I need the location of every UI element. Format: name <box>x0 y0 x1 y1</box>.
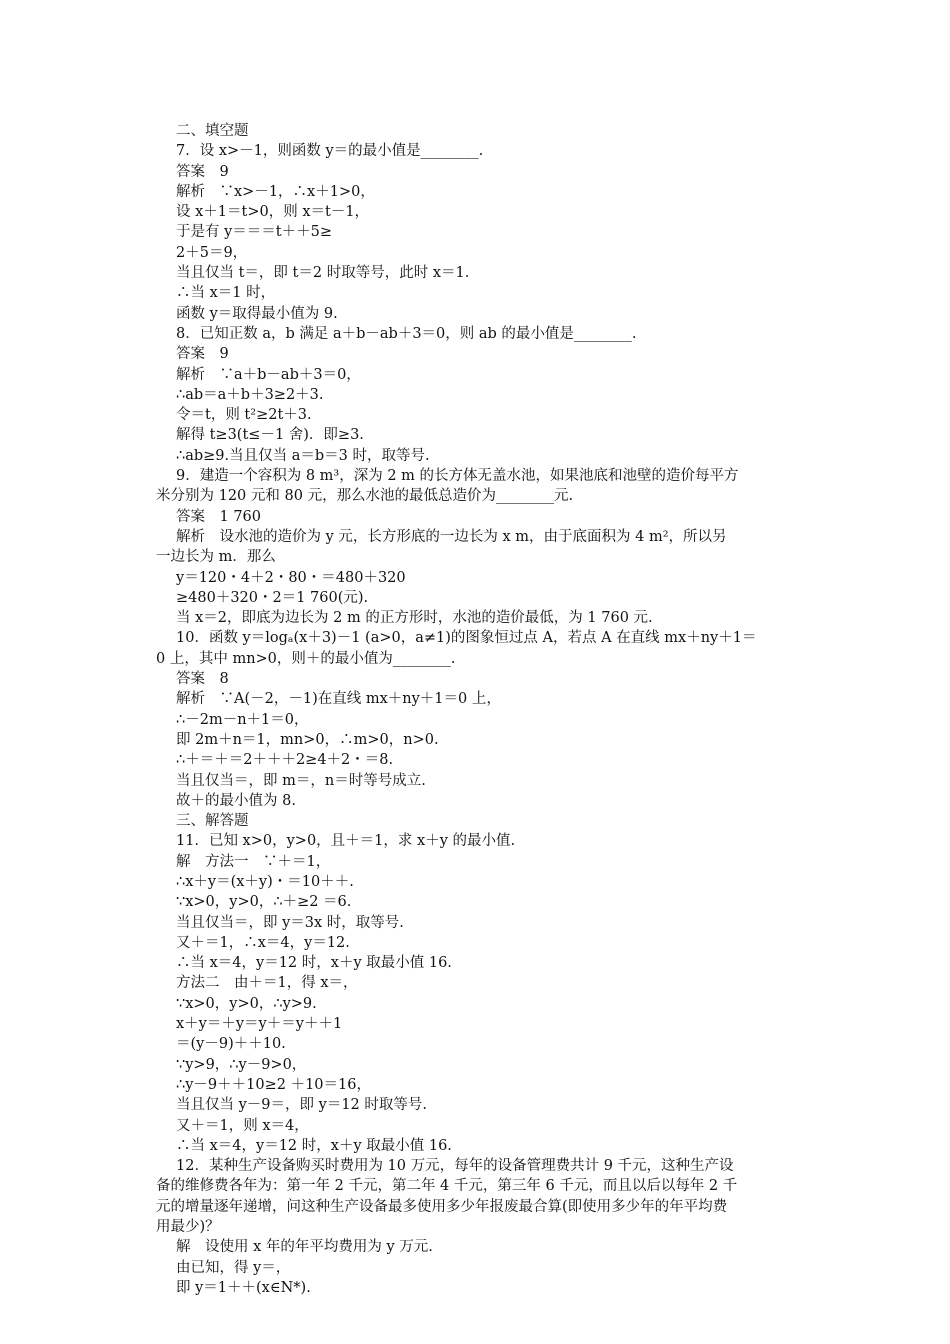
text-line: 函数 y＝取得最小值为 9. <box>176 305 338 322</box>
text-line: 二、填空题 <box>176 123 249 139</box>
text-line: 解析 ∵x>－1，∴x＋1>0， <box>176 183 375 200</box>
text-line: 当且仅当＝，即 y＝3x 时，取等号. <box>176 914 404 931</box>
text-line: 一边长为 m．那么 <box>156 549 276 566</box>
text-line: 8．已知正数 a，b 满足 a＋b－ab＋3＝0，则 ab 的最小值是________. <box>176 325 637 342</box>
text-line: ∴＋＝＋＝2＋＋＋2≥4＋2・＝8. <box>176 752 394 769</box>
text-line: ∵x>0，y>0，∴y>9. <box>176 995 317 1012</box>
text-line: 解析 ∵a＋b－ab＋3＝0， <box>176 366 361 383</box>
text-line: 于是有 y＝＝＝t＋＋5≥ <box>176 224 333 241</box>
text-line: 由已知，得 y＝， <box>176 1259 291 1276</box>
text-line: 解得 t≥3(t≤－1 舍)．即≥3. <box>176 427 364 444</box>
text-line: 设 x＋1＝t>0，则 x＝t－1， <box>176 204 370 221</box>
text-line: ∴当 x＝4，y＝12 时，x＋y 取最小值 16. <box>176 955 452 972</box>
document-body <box>156 121 806 1298</box>
text-line: y＝120・4＋2・80・＝480＋320 <box>176 569 406 586</box>
text-line: 米分别为 120 元和 80 元，那么水池的最低总造价为________元. <box>156 488 574 505</box>
text-line: 用最少)？ <box>156 1219 220 1236</box>
text-line: 当且仅当 y－9＝，即 y＝12 时取等号. <box>176 1097 427 1114</box>
text-line: ∴当 x＝4，y＝12 时，x＋y 取最小值 16. <box>176 1137 452 1154</box>
text-line: 答案 9 <box>176 346 229 363</box>
text-line: 7．设 x>－1，则函数 y＝的最小值是________. <box>176 143 484 160</box>
text-line: 又＋＝1，∴x＝4，y＝12. <box>176 934 350 951</box>
text-line: 当且仅当＝，即 m＝，n＝时等号成立. <box>176 772 426 789</box>
text-line: 即 2m＋n＝1，mn>0，∴m>0，n>0. <box>176 731 439 748</box>
text-line: 令＝t，则 t²≥2t＋3. <box>176 407 312 424</box>
text-line: 解 方法一 ∵＋＝1， <box>176 853 331 870</box>
text-line: ∴－2m－n＋1＝0， <box>176 711 309 728</box>
text-line: 9．建造一个容积为 8 m³，深为 2 m 的长方体无盖水池，如果池底和池壁的造价每平方 <box>176 468 739 485</box>
text-line: 答案 1 760 <box>176 508 262 525</box>
text-line: 0 上，其中 mn>0，则＋的最小值为________. <box>156 650 456 667</box>
text-line: ＝(y－9)＋＋10. <box>176 1036 286 1053</box>
text-line: 答案 8 <box>176 671 229 688</box>
text-line: 即 y＝1＋＋(x∈N*). <box>176 1279 311 1296</box>
text-line: 备的维修费各年为：第一年 2 千元，第二年 4 千元，第三年 6 千元，而且以后以每年 2 千 <box>156 1178 738 1195</box>
text-line: ∴ab≥9.当且仅当 a＝b＝3 时，取等号. <box>176 447 430 464</box>
text-line: ∴当 x＝1 时， <box>176 285 276 302</box>
text-line: 方法二 由＋＝1，得 x＝， <box>176 975 358 992</box>
text-line: x＋y＝＋y＝y＋＝y＋＋1 <box>176 1016 343 1033</box>
text-line: 12．某种生产设备购买时费用为 10 万元，每年的设备管理费共计 9 千元，这种生产设 <box>176 1158 734 1175</box>
text-line: 11．已知 x>0，y>0，且＋＝1，求 x＋y 的最小值. <box>176 833 516 850</box>
text-line: 当且仅当 t＝，即 t＝2 时取等号，此时 x＝1. <box>176 265 470 282</box>
text-line: 元的增量逐年递增，问这种生产设备最多使用多少年报废最合算(即使用多少年的年平均费 <box>156 1198 728 1215</box>
text-line: 当 x＝2，即底为边长为 2 m 的正方形时，水池的造价最低，为 1 760 元. <box>176 610 653 627</box>
text-line: 解析 设水池的造价为 y 元，长方形底的一边长为 x m，由于底面积为 4 m²，所以另 <box>176 528 727 545</box>
text-line: 解析 ∵A(－2，－1)在直线 mx＋ny＋1＝0 上， <box>176 691 501 708</box>
text-line: 三、解答题 <box>176 813 249 830</box>
text-line: 2＋5＝9， <box>176 244 248 261</box>
text-line: ≥480＋320・2＝1 760(元). <box>176 589 369 606</box>
text-line: ∴x＋y＝(x＋y)・＝10＋＋. <box>176 873 354 890</box>
text-line: ∴ab＝a＋b＋3≥2＋3. <box>176 386 324 403</box>
text-line: ∵y>9，∴y－9>0， <box>176 1056 307 1073</box>
text-line: 又＋＝1，则 x＝4， <box>176 1117 309 1134</box>
text-line: 答案 9 <box>176 163 229 180</box>
text-line: 故＋的最小值为 8. <box>176 792 296 809</box>
text-line: 解 设使用 x 年的年平均费用为 y 万元. <box>176 1239 433 1256</box>
text-line: ∵x>0，y>0，∴＋≥2 ＝6. <box>176 894 352 911</box>
text-line: 10．函数 y＝logₐ(x＋3)－1 (a>0，a≠1)的图象恒过点 A，若点 A 在直线 mx＋ny＋1＝ <box>176 630 757 647</box>
text-line: ∴y－9＋＋10≥2 ＋10＝16， <box>176 1076 371 1093</box>
